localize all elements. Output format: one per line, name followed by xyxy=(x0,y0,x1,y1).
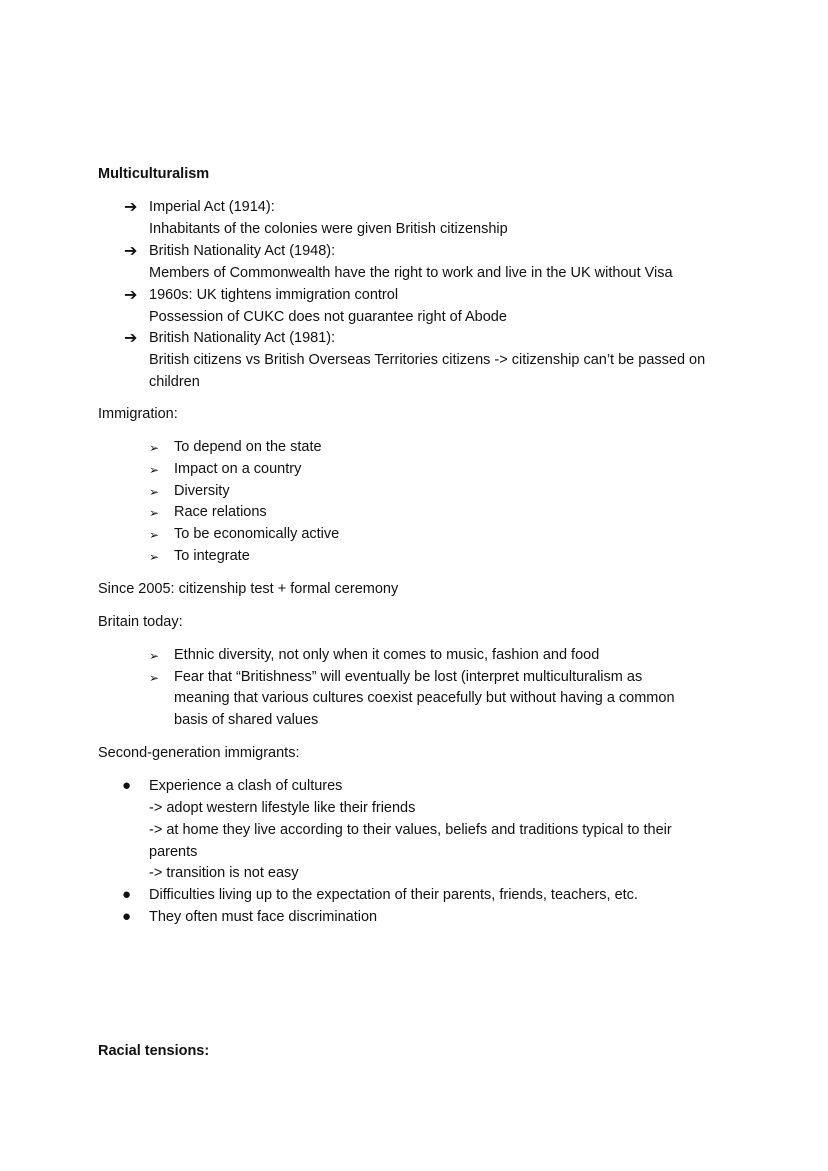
heading-racial-tensions: Racial tensions: xyxy=(98,1043,210,1059)
arrow-right-icon: ➔ xyxy=(124,287,138,304)
chevron-bullet-icon: ➢ xyxy=(149,671,160,685)
act-detail: Members of Commonwealth have the right to work and live in the UK without Visa xyxy=(149,265,673,281)
list-item: To integrate xyxy=(174,548,250,564)
list-item: To depend on the state xyxy=(174,439,322,455)
list-item-continued: basis of shared values xyxy=(174,712,319,728)
chevron-bullet-icon: ➢ xyxy=(149,649,160,663)
act-detail: Possession of CUKC does not guarantee right of Abode xyxy=(149,309,507,325)
chevron-bullet-icon: ➢ xyxy=(149,463,160,477)
list-item: Fear that “Britishness” will eventually be lost (interpret multiculturalism as xyxy=(174,669,643,685)
list-item: Ethnic diversity, not only when it comes to music, fashion and food xyxy=(174,647,600,663)
list-item-continued: -> transition is not easy xyxy=(149,865,299,881)
chevron-bullet-icon: ➢ xyxy=(149,441,160,455)
act-detail: British citizens vs British Overseas Territories citizens -> citizenship can’t be passed on xyxy=(149,352,706,368)
list-item: Diversity xyxy=(174,483,230,499)
dot-bullet-icon: ● xyxy=(122,777,132,794)
dot-bullet-icon: ● xyxy=(122,886,132,903)
arrow-right-icon: ➔ xyxy=(124,199,138,216)
dot-bullet-icon: ● xyxy=(122,908,132,925)
act-title: Imperial Act (1914): xyxy=(149,199,275,215)
list-item: Difficulties living up to the expectation of their parents, friends, teachers, etc. xyxy=(149,887,638,903)
heading-britain-today: Britain today: xyxy=(98,614,183,630)
list-item: Race relations xyxy=(174,504,267,520)
arrow-right-icon: ➔ xyxy=(124,330,138,347)
list-item-continued: -> adopt western lifestyle like their friends xyxy=(149,800,416,816)
since-2005-text: Since 2005: citizenship test + formal ceremony xyxy=(98,581,399,597)
heading-multiculturalism: Multiculturalism xyxy=(98,166,210,182)
heading-second-generation: Second-generation immigrants: xyxy=(98,745,300,761)
act-title: British Nationality Act (1948): xyxy=(149,243,336,259)
list-item-continued: meaning that various cultures coexist peacefully but without having a common xyxy=(174,690,675,706)
list-item: Experience a clash of cultures xyxy=(149,778,343,794)
list-item-continued: parents xyxy=(149,844,198,860)
heading-immigration: Immigration: xyxy=(98,406,178,422)
chevron-bullet-icon: ➢ xyxy=(149,528,160,542)
act-detail-continued: children xyxy=(149,374,200,390)
chevron-bullet-icon: ➢ xyxy=(149,550,160,564)
chevron-bullet-icon: ➢ xyxy=(149,506,160,520)
act-title: 1960s: UK tightens immigration control xyxy=(149,287,399,303)
list-item: Impact on a country xyxy=(174,461,302,477)
list-item: To be economically active xyxy=(174,526,340,542)
act-detail: Inhabitants of the colonies were given British citizenship xyxy=(149,221,508,237)
act-title: British Nationality Act (1981): xyxy=(149,330,336,346)
chevron-bullet-icon: ➢ xyxy=(149,485,160,499)
list-item-continued: -> at home they live according to their values, beliefs and traditions typical to their xyxy=(149,822,672,838)
arrow-right-icon: ➔ xyxy=(124,243,138,260)
list-item: They often must face discrimination xyxy=(149,909,378,925)
